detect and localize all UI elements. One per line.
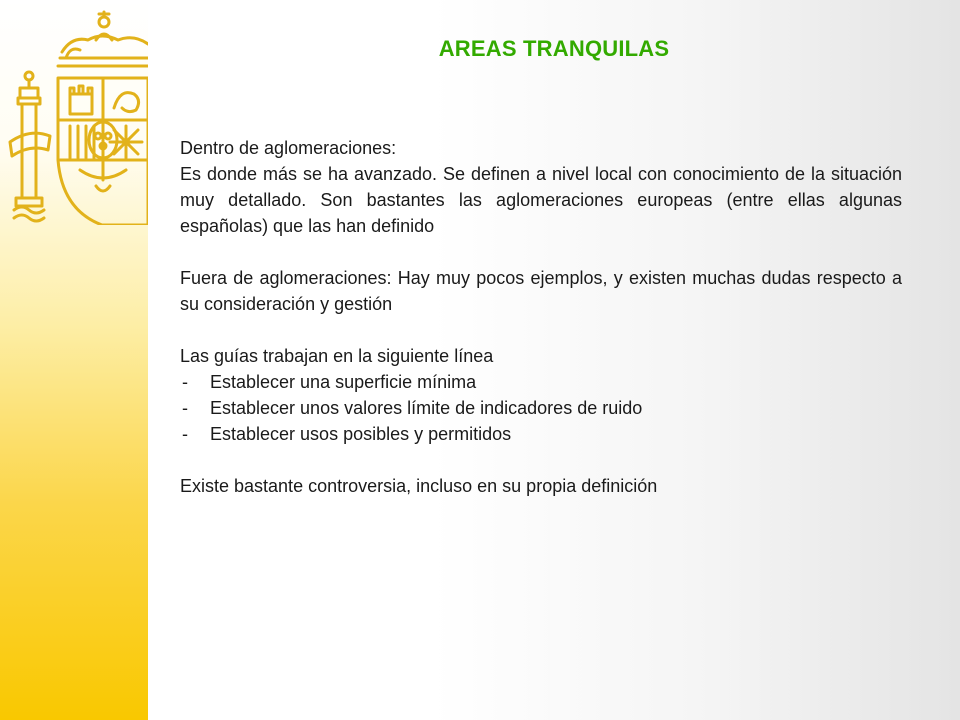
bullet-dash: - — [182, 424, 188, 444]
coat-of-arms-icon — [0, 10, 148, 225]
slide-title: AREAS TRANQUILAS — [438, 36, 670, 61]
paragraph-outside: Fuera de aglomeraciones: Hay muy pocos ejemplos, y existen muchas dudas respecto a su consideración y gestión — [180, 268, 902, 314]
list-item — [180, 369, 902, 395]
paragraph-heading-inside: Dentro de aglomeraciones: — [180, 138, 397, 158]
bullet-dash: - — [182, 372, 188, 392]
list-item — [180, 395, 902, 421]
list-item-text: Establecer una superficie mínima — [210, 372, 477, 392]
list-item — [180, 421, 902, 447]
bullet-dash: - — [182, 398, 188, 418]
slide-body — [180, 135, 902, 499]
spacer — [180, 447, 902, 473]
gold-side-band — [0, 0, 148, 720]
paragraph-body-inside: Es donde más se ha avanzado. Se definen a nivel local con conocimiento de la situación muy detallado. Son bastantes las aglomeraciones europeas (entre ellas algunas españolas) que las han definido — [180, 164, 902, 236]
list-item-text: Establecer unos valores límite de indicadores de ruido — [210, 398, 643, 418]
spacer — [180, 317, 902, 343]
spacer — [180, 239, 902, 265]
guides-list — [180, 369, 902, 447]
closing-statement: Existe bastante controversia, incluso en su propia definición — [180, 476, 658, 496]
list-item-text: Establecer usos posibles y permitidos — [210, 424, 512, 444]
guides-intro: Las guías trabajan en la siguiente línea — [180, 346, 494, 366]
